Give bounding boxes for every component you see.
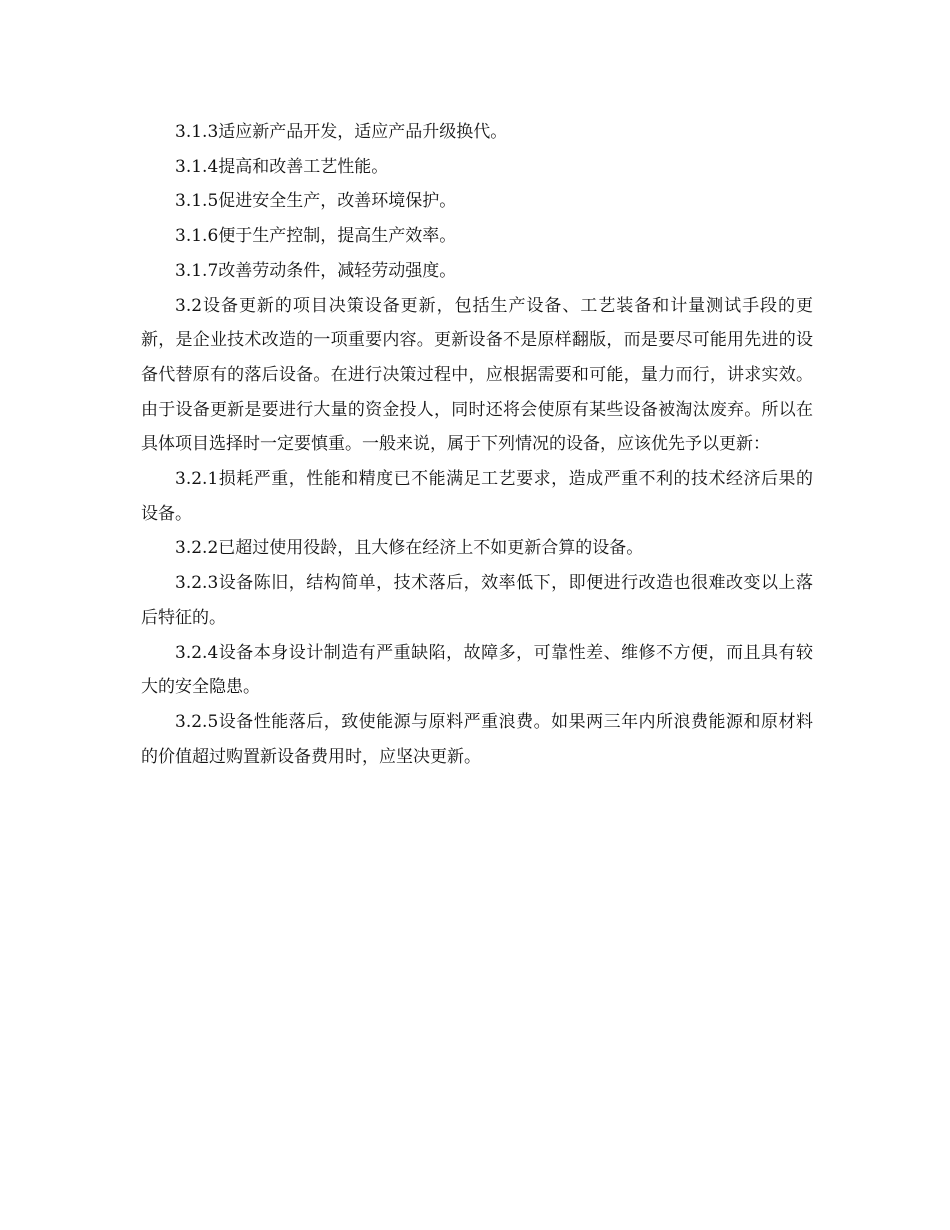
paragraph-3-2-4: 3.2.4设备本身设计制造有严重缺陷，故障多，可靠性差、维修不方便，而且具有较大的安全隐患。: [141, 642, 813, 698]
paragraph-3-1-3: 3.1.3适应新产品开发，适应产品升级换代。: [175, 122, 508, 142]
paragraph-3-1-6: 3.1.6便于生产控制，提高生产效率。: [175, 226, 457, 247]
paragraph-3-1-5: 3.1.5促进安全生产，改善环境保护。: [175, 191, 457, 212]
paragraph-3-2-2: 3.2.2已超过使用役龄，且大修在经济上不如更新合算的设备。: [175, 538, 644, 559]
paragraph-3-1-4: 3.1.4提高和改善工艺性能。: [175, 156, 389, 177]
paragraph-3-2-5: 3.2.5设备性能落后，致使能源与原料严重浪费。如果两三年内所浪费能源和原材料的价值超过购置新设备费用时，应坚决更新。: [141, 711, 813, 767]
paragraph-3-1-7: 3.1.7改善劳动条件，减轻劳动强度。: [175, 260, 457, 281]
document-body: [141, 115, 813, 774]
paragraph-3-2-1: 3.2.1损耗严重，性能和精度已不能满足工艺要求，造成严重不利的技术经济后果的设备。: [141, 469, 813, 524]
paragraph-3-2: 3.2设备更新的项目决策设备更新，包括生产设备、工艺装备和计量测试手段的更新，是企业技术改造的一项重要内容。更新设备不是原样翻版，而是要尽可能用先进的设备代替原有的落后设备。在进行决策过程中，应根据需要和可能，量力而行，讲求实效。由于设备更新是要进行大量的资金投人，同时还将会使原有某些设备被淘汰废弃。所以在具体项目选择时一定要慎重。一般来说，属于下列情况的设备，应该优先予以更新：: [141, 295, 813, 455]
paragraph-3-2-3: 3.2.3设备陈旧，结构简单，技术落后，效率低下，即便进行改造也很难改变以上落后特征的。: [141, 573, 813, 628]
